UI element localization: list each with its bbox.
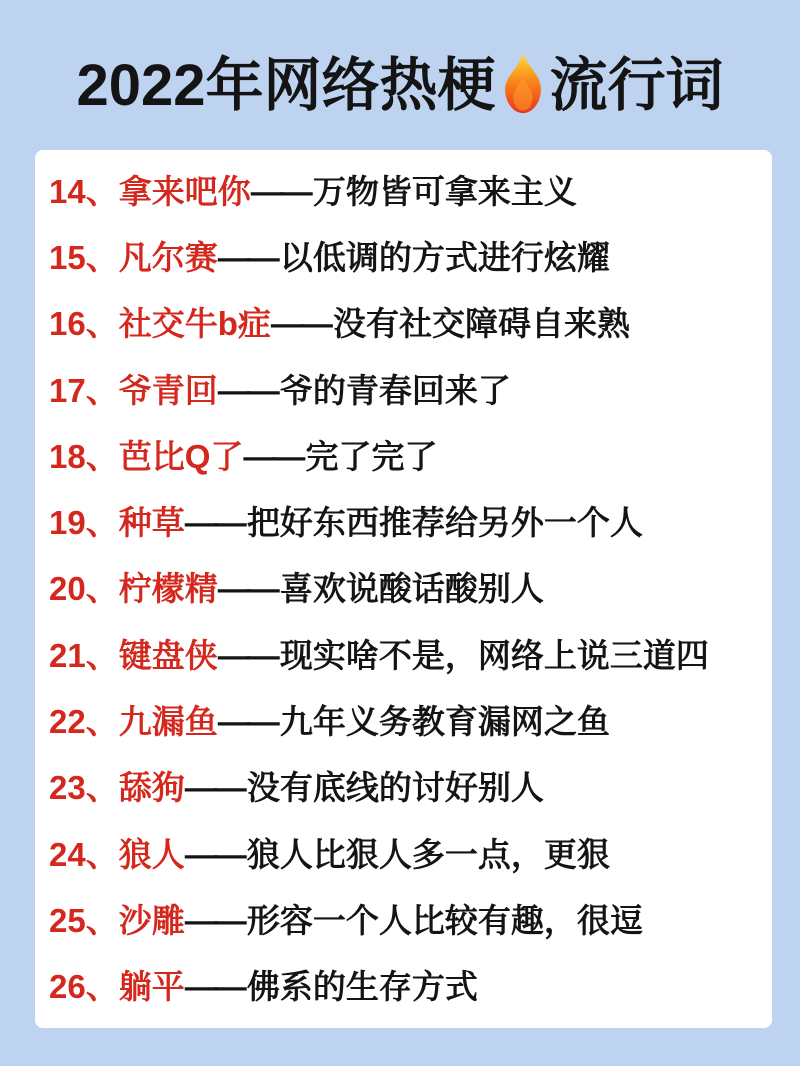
list-item xyxy=(49,305,762,343)
item-dash: —— xyxy=(250,172,309,210)
item-term: 沙雕 xyxy=(118,901,185,939)
list-item xyxy=(49,437,762,475)
list-item xyxy=(49,570,762,608)
item-dash: —— xyxy=(184,835,243,873)
item-number: 20、 xyxy=(49,570,119,608)
item-dash: —— xyxy=(217,238,276,276)
list-item xyxy=(49,238,762,276)
item-term: 九漏鱼 xyxy=(118,703,218,741)
list-item xyxy=(49,968,762,1006)
item-number: 19、 xyxy=(49,504,119,542)
item-description: 佛系的生存方式 xyxy=(246,968,478,1006)
item-description: 现实啥不是，网络上说三道四 xyxy=(279,636,709,674)
item-dash: —— xyxy=(217,636,276,674)
item-term: 种草 xyxy=(118,504,185,542)
list-item xyxy=(49,901,762,939)
item-term: 拿来吧你 xyxy=(118,172,251,210)
list-item xyxy=(49,769,762,807)
item-description: 形容一个人比较有趣，很逗 xyxy=(246,901,643,939)
item-dash: —— xyxy=(270,305,329,343)
item-description: 没有底线的讨好别人 xyxy=(246,769,544,807)
title-text-suffix: 流行词 xyxy=(549,53,724,118)
item-dash: —— xyxy=(184,504,243,542)
item-description: 万物皆可拿来主义 xyxy=(312,172,577,210)
list-item xyxy=(49,371,762,409)
item-number: 21、 xyxy=(49,636,119,674)
item-description: 狼人比狠人多一点，更狠 xyxy=(246,835,610,873)
list-item xyxy=(49,172,762,210)
flame-icon xyxy=(497,50,549,116)
item-number: 18、 xyxy=(49,437,119,475)
item-dash: —— xyxy=(217,703,276,741)
item-description: 以低调的方式进行炫耀 xyxy=(279,238,610,276)
item-number: 25、 xyxy=(49,901,119,939)
item-description: 把好东西推荐给另外一个人 xyxy=(246,504,643,542)
item-description: 完了完了 xyxy=(305,437,438,475)
list-item xyxy=(49,636,762,674)
item-term: 爷青回 xyxy=(118,371,218,409)
list-item xyxy=(49,703,762,741)
list-item xyxy=(49,504,762,542)
item-term: 社交牛b症 xyxy=(118,305,271,343)
title-text-prefix: 2022年网络热梗 xyxy=(76,53,496,118)
item-term: 芭比Q了 xyxy=(118,437,244,475)
item-number: 24、 xyxy=(49,835,119,873)
item-dash: —— xyxy=(184,968,243,1006)
item-number: 15、 xyxy=(49,238,119,276)
item-number: 22、 xyxy=(49,703,119,741)
list-item xyxy=(49,835,762,873)
item-number: 23、 xyxy=(49,769,119,807)
item-dash: —— xyxy=(184,769,243,807)
page-title xyxy=(0,32,800,128)
item-term: 凡尔赛 xyxy=(118,238,218,276)
item-description: 喜欢说酸话酸别人 xyxy=(279,570,544,608)
item-description: 爷的青春回来了 xyxy=(279,371,511,409)
item-term: 柠檬精 xyxy=(118,570,218,608)
item-number: 16、 xyxy=(49,305,119,343)
item-number: 26、 xyxy=(49,968,119,1006)
item-description: 没有社交障碍自来熟 xyxy=(332,305,630,343)
item-number: 17、 xyxy=(49,371,119,409)
item-term: 躺平 xyxy=(118,968,185,1006)
item-term: 狼人 xyxy=(118,835,185,873)
content-card xyxy=(35,150,772,1028)
item-description: 九年义务教育漏网之鱼 xyxy=(279,703,610,741)
item-number: 14、 xyxy=(49,172,119,210)
item-dash: —— xyxy=(217,570,276,608)
item-dash: —— xyxy=(217,371,276,409)
item-dash: —— xyxy=(184,901,243,939)
item-term: 舔狗 xyxy=(118,769,185,807)
item-term: 键盘侠 xyxy=(118,636,218,674)
item-dash: —— xyxy=(243,437,302,475)
